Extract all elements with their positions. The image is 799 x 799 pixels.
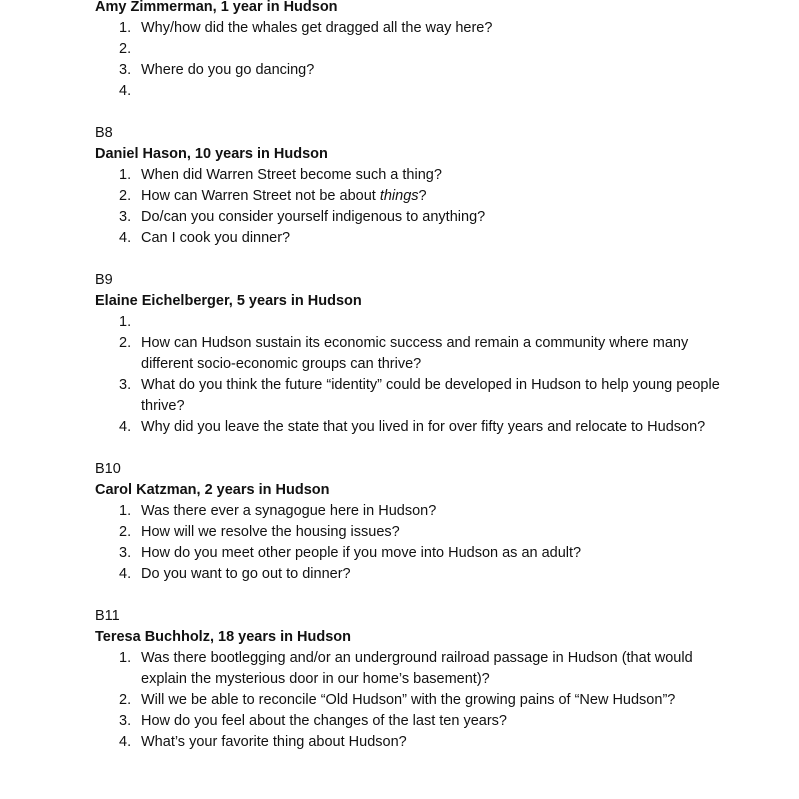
question-number: 3. (119, 713, 132, 729)
question-item (95, 732, 735, 753)
question-number: 1. (119, 167, 132, 183)
question-list (95, 165, 735, 249)
question-number: 4. (119, 734, 132, 750)
question-list (95, 18, 735, 102)
question-item (95, 39, 735, 60)
question-item (95, 186, 735, 207)
entry-code: B11 (95, 608, 120, 624)
question-text-end: ? (418, 188, 427, 204)
interview-entry (95, 459, 735, 585)
question-item (95, 522, 735, 543)
interview-entry (95, 606, 735, 753)
question-item (95, 165, 735, 186)
question-text: How do you meet other people if you move into Hudson as an adult? (141, 545, 582, 561)
question-number: 2. (119, 41, 132, 57)
entry-code: B9 (95, 272, 113, 288)
question-number: 4. (119, 566, 132, 582)
question-item (95, 375, 735, 417)
question-item (95, 648, 735, 690)
question-text: Where do you go dancing? (141, 62, 315, 78)
question-number: 3. (119, 545, 132, 561)
document-body (95, 0, 735, 774)
question-item (95, 333, 735, 375)
question-number: 4. (119, 230, 132, 246)
question-emphasis: things (379, 188, 419, 204)
question-number: 1. (119, 503, 132, 519)
question-text: When did Warren Street become such a thing? (141, 167, 442, 183)
question-item (95, 207, 735, 228)
question-text: Will we be able to reconcile “Old Hudson” with the growing pains of “New Hudson”? (141, 692, 676, 708)
question-text: Do/can you consider yourself indigenous to anything? (141, 209, 486, 225)
entry-name-heading: Elaine Eichelberger, 5 years in Hudson (95, 293, 362, 309)
question-number: 4. (119, 419, 132, 435)
question-item (95, 543, 735, 564)
entry-name-heading: Carol Katzman, 2 years in Hudson (95, 482, 330, 498)
interview-entry (95, 270, 735, 438)
question-text: How will we resolve the housing issues? (141, 524, 400, 540)
question-number: 1. (119, 20, 132, 36)
question-text: Can I cook you dinner? (141, 230, 291, 246)
question-number: 2. (119, 188, 132, 204)
question-number: 4. (119, 83, 132, 99)
entry-name-heading: Teresa Buchholz, 18 years in Hudson (95, 629, 351, 645)
question-item (95, 564, 735, 585)
question-text: What’s your favorite thing about Hudson? (141, 734, 407, 750)
question-item (95, 690, 735, 711)
question-number: 1. (119, 650, 132, 666)
question-text: Why/how did the whales get dragged all the way here? (141, 20, 493, 36)
question-text: How can Warren Street not be about (141, 188, 380, 204)
question-text: How do you feel about the changes of the last ten years? (141, 713, 507, 729)
question-number: 3. (119, 62, 132, 78)
question-item (95, 60, 735, 81)
question-text: Do you want to go out to dinner? (141, 566, 351, 582)
question-text: Was there ever a synagogue here in Hudson? (141, 503, 437, 519)
question-item (95, 81, 735, 102)
entry-code: B10 (95, 461, 121, 477)
question-number: 2. (119, 335, 132, 351)
question-text: Why did you leave the state that you lived in for over fifty years and relocate to Hudson? (141, 419, 706, 435)
question-number: 1. (119, 314, 132, 330)
question-number: 2. (119, 524, 132, 540)
entry-name-heading: Daniel Hason, 10 years in Hudson (95, 146, 328, 162)
entry-name-heading: Amy Zimmerman, 1 year in Hudson (95, 0, 338, 15)
question-list (95, 648, 735, 753)
question-list (95, 501, 735, 585)
interview-entry (95, 0, 735, 102)
question-list (95, 312, 735, 438)
question-text: Was there bootlegging and/or an underground railroad passage in Hudson (that would explain the mysterious door in our home’s basement)? (141, 650, 693, 687)
question-item (95, 417, 735, 438)
question-item (95, 501, 735, 522)
question-item (95, 228, 735, 249)
question-item (95, 312, 735, 333)
question-item (95, 18, 735, 39)
interview-entry (95, 123, 735, 249)
question-item (95, 711, 735, 732)
question-number: 3. (119, 377, 132, 393)
entry-code: B8 (95, 125, 113, 141)
question-text: How can Hudson sustain its economic success and remain a community where many different socio-economic groups can thrive? (141, 335, 689, 372)
question-text: What do you think the future “identity” could be developed in Hudson to help young people thrive? (141, 377, 720, 414)
question-number: 2. (119, 692, 132, 708)
question-number: 3. (119, 209, 132, 225)
